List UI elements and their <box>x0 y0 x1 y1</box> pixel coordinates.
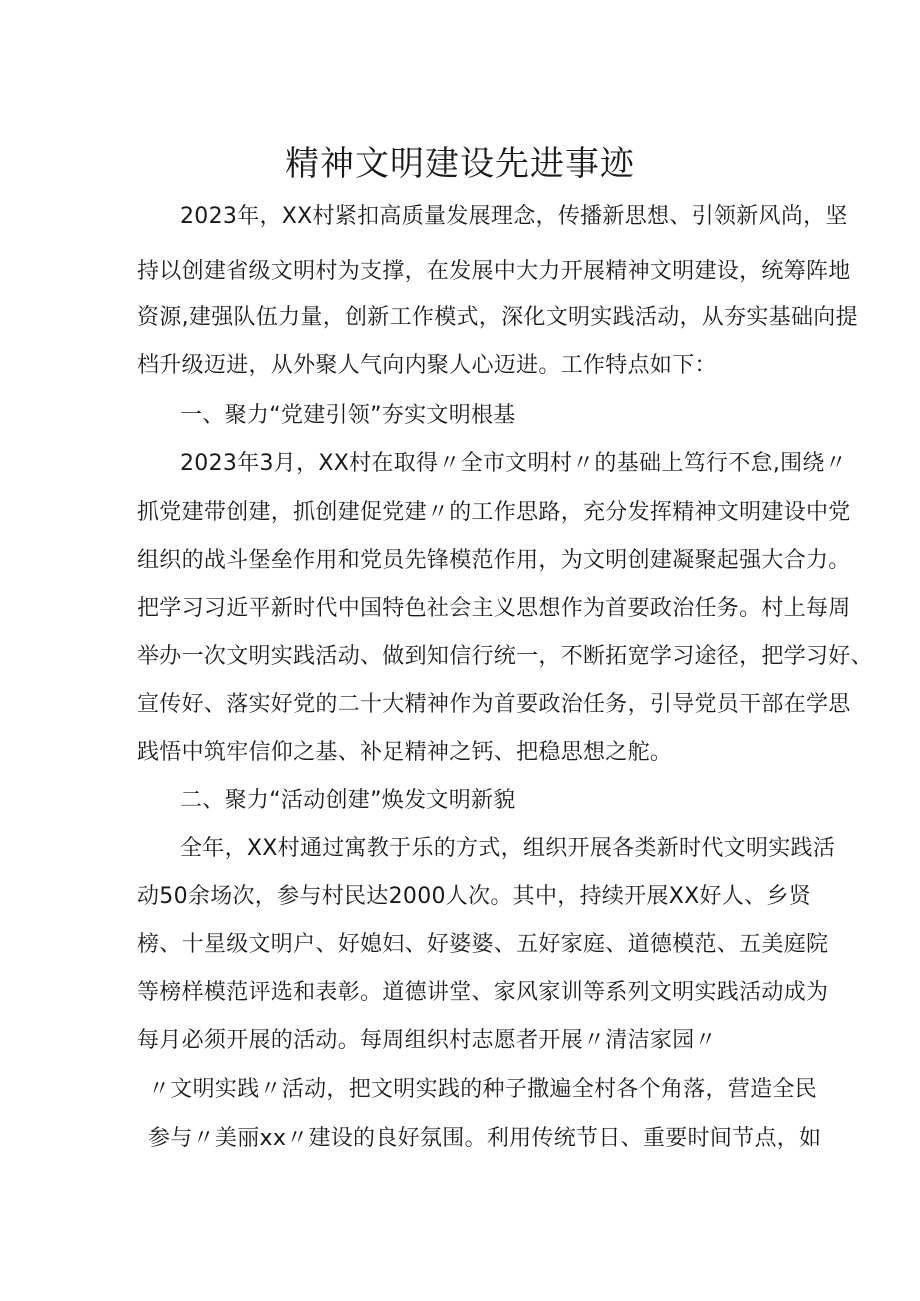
section-heading: 二、聚力“活动创建”焕发文明新貌 <box>180 788 516 813</box>
paragraph-line: 档升级迈进，从外聚人气向内聚人心迈进。工作特点如下： <box>137 353 717 378</box>
document-title: 精神文明建设先进事迹 <box>285 144 635 184</box>
paragraph-line: 全年，XX村通过寓教于乐的方式，组织开展各类新时代文明实践活 <box>180 836 836 861</box>
paragraph-line: 把学习习近平新时代中国特色社会主义思想作为首要政治任务。村上每周 <box>137 596 851 621</box>
paragraph-line: 践悟中筑牢信仰之基、补足精神之钙、把稳思想之舵。 <box>137 740 673 765</box>
paragraph-line: 资源,建强队伍力量，创新工作模式，深化文明实践活动，从夯实基础向提 <box>137 305 858 330</box>
paragraph-line: 榜、十星级文明户、好媳妇、好婆婆、五好家庭、道德模范、五美庭院 <box>137 932 829 957</box>
section-heading: 一、聚力“党建引领”夯实文明根基 <box>180 403 516 428</box>
paragraph-line: 参与〃美丽xx〃建设的良好氛围。利用传统节日、重要时间节点，如 <box>148 1126 822 1151</box>
paragraph-line: 组织的战斗堡垒作用和党员先锋模范作用，为文明创建凝聚起强大合力。 <box>137 548 851 573</box>
paragraph-line: 抓党建带创建，抓创建促党建〃的工作思路，充分发挥精神文明建设中党 <box>137 500 851 525</box>
paragraph-line: 宣传好、落实好党的二十大精神作为首要政治任务，引导党员干部在学思 <box>137 692 851 717</box>
paragraph-line: 每月必须开展的活动。每周组织村志愿者开展〃清洁家园〃 <box>137 1028 717 1053</box>
paragraph-line: 2023年，XX村紧扣高质量发展理念，传播新思想、引领新风尚，坚 <box>180 204 848 229</box>
paragraph-line: 举办一次文明实践活动、做到知信行统一，不断拓宽学习途径，把学习好、 <box>137 644 873 669</box>
paragraph-line: 〃文明实践〃活动，把文明实践的种子撒遍全村各个角落，营造全民 <box>148 1077 818 1102</box>
paragraph-line: 持以创建省级文明村为支撑，在发展中大力开展精神文明建设，统筹阵地 <box>137 259 851 284</box>
paragraph-line: 动50余场次，参与村民达2000人次。其中，持续开展XX好人、乡贤 <box>137 884 812 909</box>
paragraph-line: 2023年3月，XX村在取得〃全市文明村〃的基础上笃行不怠,围绕〃 <box>180 451 848 476</box>
paragraph-line: 等榜样模范评选和表彰。道德讲堂、家风家训等系列文明实践活动成为 <box>137 980 829 1005</box>
